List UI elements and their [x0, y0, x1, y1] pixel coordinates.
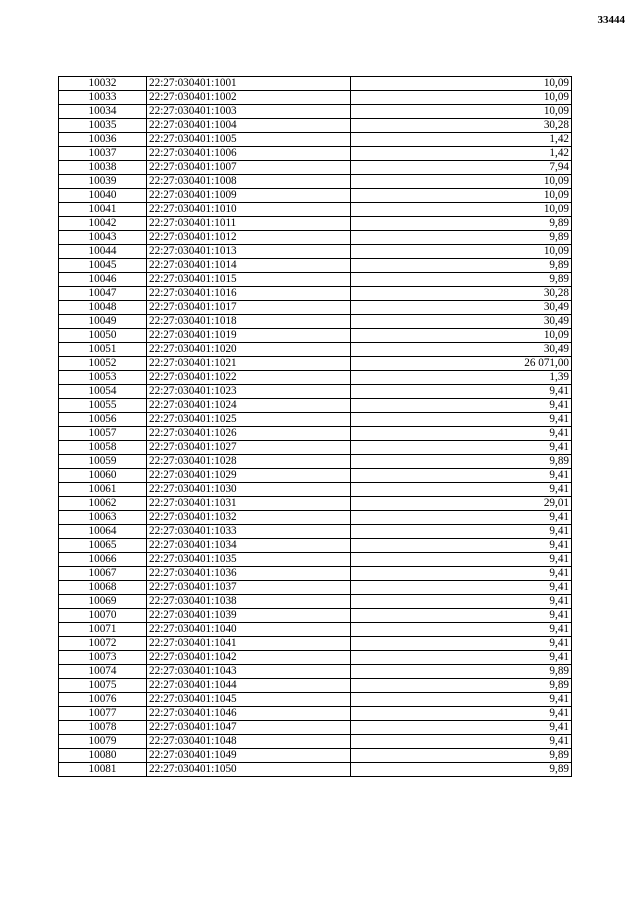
area-value-cell: 9,41 — [351, 539, 572, 553]
cadastral-number-cell: 22:27:030401:1007 — [147, 161, 351, 175]
cadastral-number-cell: 22:27:030401:1005 — [147, 133, 351, 147]
row-number-cell: 10038 — [59, 161, 147, 175]
table-row — [59, 763, 572, 777]
cadastral-number-cell: 22:27:030401:1012 — [147, 231, 351, 245]
table-row — [59, 301, 572, 315]
table-row — [59, 231, 572, 245]
area-value-cell: 9,41 — [351, 567, 572, 581]
area-value-cell: 9,41 — [351, 525, 572, 539]
row-number-cell: 10050 — [59, 329, 147, 343]
area-value-cell: 9,41 — [351, 483, 572, 497]
cadastral-number-cell: 22:27:030401:1028 — [147, 455, 351, 469]
row-number-cell: 10058 — [59, 441, 147, 455]
row-number-cell: 10057 — [59, 427, 147, 441]
area-value-cell: 9,41 — [351, 735, 572, 749]
table-row — [59, 329, 572, 343]
cadastral-number-cell: 22:27:030401:1039 — [147, 609, 351, 623]
row-number-cell: 10040 — [59, 189, 147, 203]
cadastral-number-cell: 22:27:030401:1033 — [147, 525, 351, 539]
row-number-cell: 10073 — [59, 651, 147, 665]
cadastral-number-cell: 22:27:030401:1010 — [147, 203, 351, 217]
area-value-cell: 9,89 — [351, 749, 572, 763]
area-value-cell: 7,94 — [351, 161, 572, 175]
cadastral-number-cell: 22:27:030401:1008 — [147, 175, 351, 189]
table-row — [59, 287, 572, 301]
cadastral-number-cell: 22:27:030401:1038 — [147, 595, 351, 609]
cadastral-table — [58, 76, 572, 777]
row-number-cell: 10063 — [59, 511, 147, 525]
row-number-cell: 10047 — [59, 287, 147, 301]
area-value-cell: 9,41 — [351, 637, 572, 651]
area-value-cell: 9,41 — [351, 385, 572, 399]
table-row — [59, 399, 572, 413]
area-value-cell: 9,41 — [351, 553, 572, 567]
area-value-cell: 9,41 — [351, 469, 572, 483]
row-number-cell: 10080 — [59, 749, 147, 763]
row-number-cell: 10078 — [59, 721, 147, 735]
cadastral-number-cell: 22:27:030401:1023 — [147, 385, 351, 399]
area-value-cell: 9,41 — [351, 441, 572, 455]
row-number-cell: 10074 — [59, 665, 147, 679]
row-number-cell: 10067 — [59, 567, 147, 581]
table-row — [59, 161, 572, 175]
area-value-cell: 26 071,00 — [351, 357, 572, 371]
area-value-cell: 10,09 — [351, 105, 572, 119]
table-row — [59, 175, 572, 189]
row-number-cell: 10049 — [59, 315, 147, 329]
row-number-cell: 10062 — [59, 497, 147, 511]
cadastral-number-cell: 22:27:030401:1009 — [147, 189, 351, 203]
cadastral-number-cell: 22:27:030401:1032 — [147, 511, 351, 525]
area-value-cell: 9,89 — [351, 231, 572, 245]
cadastral-number-cell: 22:27:030401:1042 — [147, 651, 351, 665]
area-value-cell: 9,89 — [351, 273, 572, 287]
table-row — [59, 651, 572, 665]
table-row — [59, 469, 572, 483]
table-row — [59, 525, 572, 539]
area-value-cell: 10,09 — [351, 329, 572, 343]
row-number-cell: 10068 — [59, 581, 147, 595]
table-row — [59, 343, 572, 357]
table-row — [59, 539, 572, 553]
cadastral-number-cell: 22:27:030401:1003 — [147, 105, 351, 119]
cadastral-number-cell: 22:27:030401:1017 — [147, 301, 351, 315]
area-value-cell: 9,41 — [351, 413, 572, 427]
cadastral-number-cell: 22:27:030401:1050 — [147, 763, 351, 777]
table-row — [59, 217, 572, 231]
area-value-cell: 9,41 — [351, 595, 572, 609]
cadastral-number-cell: 22:27:030401:1001 — [147, 77, 351, 91]
cadastral-number-cell: 22:27:030401:1029 — [147, 469, 351, 483]
table-row — [59, 637, 572, 651]
row-number-cell: 10042 — [59, 217, 147, 231]
cadastral-number-cell: 22:27:030401:1015 — [147, 273, 351, 287]
cadastral-number-cell: 22:27:030401:1035 — [147, 553, 351, 567]
table-row — [59, 595, 572, 609]
row-number-cell: 10070 — [59, 609, 147, 623]
area-value-cell: 9,89 — [351, 763, 572, 777]
table-row — [59, 245, 572, 259]
table-row — [59, 371, 572, 385]
row-number-cell: 10072 — [59, 637, 147, 651]
row-number-cell: 10037 — [59, 147, 147, 161]
cadastral-number-cell: 22:27:030401:1027 — [147, 441, 351, 455]
table-row — [59, 609, 572, 623]
table-row — [59, 385, 572, 399]
area-value-cell: 9,41 — [351, 609, 572, 623]
row-number-cell: 10079 — [59, 735, 147, 749]
area-value-cell: 30,28 — [351, 119, 572, 133]
table-row — [59, 497, 572, 511]
area-value-cell: 9,89 — [351, 455, 572, 469]
row-number-cell: 10052 — [59, 357, 147, 371]
cadastral-number-cell: 22:27:030401:1011 — [147, 217, 351, 231]
table-row — [59, 203, 572, 217]
cadastral-number-cell: 22:27:030401:1004 — [147, 119, 351, 133]
area-value-cell: 10,09 — [351, 203, 572, 217]
table-row — [59, 315, 572, 329]
table-row — [59, 147, 572, 161]
table-row — [59, 357, 572, 371]
row-number-cell: 10045 — [59, 259, 147, 273]
row-number-cell: 10059 — [59, 455, 147, 469]
cadastral-number-cell: 22:27:030401:1048 — [147, 735, 351, 749]
cadastral-number-cell: 22:27:030401:1021 — [147, 357, 351, 371]
table-row — [59, 133, 572, 147]
area-value-cell: 9,89 — [351, 679, 572, 693]
row-number-cell: 10081 — [59, 763, 147, 777]
area-value-cell: 1,39 — [351, 371, 572, 385]
row-number-cell: 10075 — [59, 679, 147, 693]
row-number-cell: 10044 — [59, 245, 147, 259]
table-row — [59, 511, 572, 525]
table-row — [59, 553, 572, 567]
table-row — [59, 749, 572, 763]
row-number-cell: 10071 — [59, 623, 147, 637]
row-number-cell: 10054 — [59, 385, 147, 399]
area-value-cell: 9,41 — [351, 707, 572, 721]
cadastral-number-cell: 22:27:030401:1002 — [147, 91, 351, 105]
cadastral-number-cell: 22:27:030401:1006 — [147, 147, 351, 161]
area-value-cell: 30,28 — [351, 287, 572, 301]
cadastral-number-cell: 22:27:030401:1034 — [147, 539, 351, 553]
row-number-cell: 10039 — [59, 175, 147, 189]
cadastral-number-cell: 22:27:030401:1024 — [147, 399, 351, 413]
area-value-cell: 10,09 — [351, 77, 572, 91]
area-value-cell: 9,41 — [351, 651, 572, 665]
area-value-cell: 30,49 — [351, 315, 572, 329]
cadastral-number-cell: 22:27:030401:1036 — [147, 567, 351, 581]
area-value-cell: 10,09 — [351, 189, 572, 203]
row-number-cell: 10033 — [59, 91, 147, 105]
table-row — [59, 413, 572, 427]
row-number-cell: 10066 — [59, 553, 147, 567]
row-number-cell: 10053 — [59, 371, 147, 385]
table-row — [59, 259, 572, 273]
area-value-cell: 9,41 — [351, 581, 572, 595]
row-number-cell: 10061 — [59, 483, 147, 497]
row-number-cell: 10043 — [59, 231, 147, 245]
cadastral-number-cell: 22:27:030401:1049 — [147, 749, 351, 763]
table-row — [59, 455, 572, 469]
area-value-cell: 10,09 — [351, 175, 572, 189]
table-row — [59, 105, 572, 119]
area-value-cell: 1,42 — [351, 133, 572, 147]
area-value-cell: 9,41 — [351, 399, 572, 413]
cadastral-number-cell: 22:27:030401:1022 — [147, 371, 351, 385]
row-number-cell: 10034 — [59, 105, 147, 119]
area-value-cell: 10,09 — [351, 91, 572, 105]
table-row — [59, 91, 572, 105]
row-number-cell: 10060 — [59, 469, 147, 483]
area-value-cell: 9,41 — [351, 693, 572, 707]
area-value-cell: 30,49 — [351, 343, 572, 357]
table-row — [59, 483, 572, 497]
cadastral-number-cell: 22:27:030401:1016 — [147, 287, 351, 301]
row-number-cell: 10048 — [59, 301, 147, 315]
table-row — [59, 679, 572, 693]
area-value-cell: 9,41 — [351, 427, 572, 441]
table-row — [59, 581, 572, 595]
cadastral-number-cell: 22:27:030401:1014 — [147, 259, 351, 273]
area-value-cell: 9,41 — [351, 511, 572, 525]
table-row — [59, 427, 572, 441]
area-value-cell: 9,89 — [351, 259, 572, 273]
area-value-cell: 9,89 — [351, 665, 572, 679]
row-number-cell: 10046 — [59, 273, 147, 287]
table-row — [59, 623, 572, 637]
cadastral-number-cell: 22:27:030401:1025 — [147, 413, 351, 427]
table-row — [59, 77, 572, 91]
cadastral-number-cell: 22:27:030401:1031 — [147, 497, 351, 511]
table-row — [59, 189, 572, 203]
row-number-cell: 10035 — [59, 119, 147, 133]
cadastral-number-cell: 22:27:030401:1046 — [147, 707, 351, 721]
row-number-cell: 10069 — [59, 595, 147, 609]
table-row — [59, 441, 572, 455]
cadastral-number-cell: 22:27:030401:1040 — [147, 623, 351, 637]
table-body — [59, 77, 572, 777]
cadastral-number-cell: 22:27:030401:1013 — [147, 245, 351, 259]
area-value-cell: 1,42 — [351, 147, 572, 161]
row-number-cell: 10065 — [59, 539, 147, 553]
table-row — [59, 735, 572, 749]
area-value-cell: 9,41 — [351, 721, 572, 735]
row-number-cell: 10076 — [59, 693, 147, 707]
page-number: 33444 — [597, 14, 625, 26]
row-number-cell: 10051 — [59, 343, 147, 357]
cadastral-number-cell: 22:27:030401:1030 — [147, 483, 351, 497]
cadastral-number-cell: 22:27:030401:1020 — [147, 343, 351, 357]
cadastral-number-cell: 22:27:030401:1037 — [147, 581, 351, 595]
row-number-cell: 10041 — [59, 203, 147, 217]
area-value-cell: 9,41 — [351, 623, 572, 637]
row-number-cell: 10077 — [59, 707, 147, 721]
cadastral-number-cell: 22:27:030401:1044 — [147, 679, 351, 693]
cadastral-number-cell: 22:27:030401:1026 — [147, 427, 351, 441]
cadastral-number-cell: 22:27:030401:1041 — [147, 637, 351, 651]
row-number-cell: 10055 — [59, 399, 147, 413]
area-value-cell: 30,49 — [351, 301, 572, 315]
table-row — [59, 119, 572, 133]
area-value-cell: 9,89 — [351, 217, 572, 231]
row-number-cell: 10056 — [59, 413, 147, 427]
cadastral-number-cell: 22:27:030401:1019 — [147, 329, 351, 343]
area-value-cell: 29,01 — [351, 497, 572, 511]
table-row — [59, 707, 572, 721]
row-number-cell: 10036 — [59, 133, 147, 147]
area-value-cell: 10,09 — [351, 245, 572, 259]
table-row — [59, 721, 572, 735]
table-row — [59, 273, 572, 287]
table-row — [59, 693, 572, 707]
row-number-cell: 10032 — [59, 77, 147, 91]
row-number-cell: 10064 — [59, 525, 147, 539]
table-row — [59, 567, 572, 581]
table-row — [59, 665, 572, 679]
cadastral-number-cell: 22:27:030401:1045 — [147, 693, 351, 707]
cadastral-number-cell: 22:27:030401:1043 — [147, 665, 351, 679]
cadastral-number-cell: 22:27:030401:1018 — [147, 315, 351, 329]
cadastral-number-cell: 22:27:030401:1047 — [147, 721, 351, 735]
